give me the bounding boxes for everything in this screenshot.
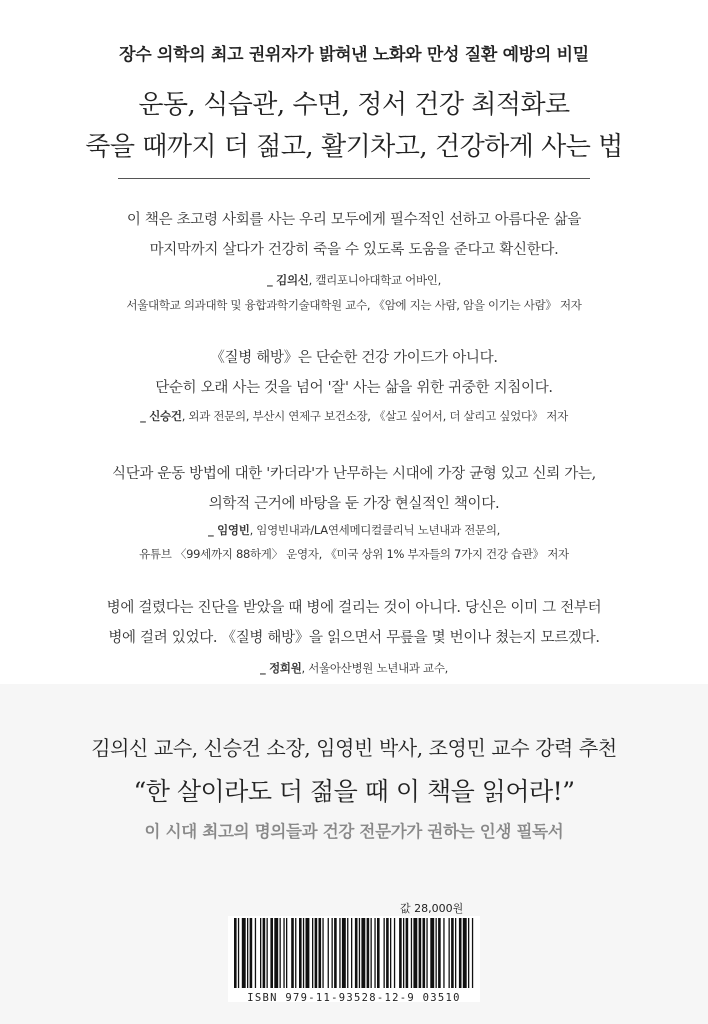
tagline: 장수 의학의 최고 권위자가 밝혀낸 노화와 만성 질환 예방의 비밀 — [119, 45, 589, 65]
barcode-bar — [234, 918, 237, 988]
barcode-bar — [377, 918, 380, 988]
barcode-bar — [386, 918, 389, 988]
endorsement-1-title: , 캘리포니아대학교 어바인, — [308, 273, 441, 287]
barcode-bar — [238, 918, 239, 988]
barcode-bar — [274, 918, 278, 988]
barcode-bar — [413, 918, 417, 988]
endorsement-1-line-1: 이 책은 초고령 사회를 사는 우리 모두에게 필수적인 선하고 아름다운 삶을 — [126, 212, 582, 228]
barcode-bar — [359, 918, 360, 988]
price-label: 값 28,000원 — [400, 902, 464, 915]
recommendation-line: 김의신 교수, 신승건 소장, 임영빈 박사, 조영민 교수 강력 추천 — [91, 736, 617, 760]
barcode-bar — [270, 918, 273, 988]
barcode-bar — [463, 918, 467, 988]
barcode-bar — [406, 918, 409, 988]
endorsement-3-name: _ 임영빈 — [207, 523, 250, 537]
barcode-bar — [315, 918, 318, 988]
barcode-bar — [455, 918, 456, 988]
barcode-bar — [339, 918, 340, 988]
endorsement-3-line-1: 식단과 운동 방법에 대한 '카더라'가 난무하는 시대에 가장 균형 있고 신뢰 가는, — [112, 466, 596, 482]
barcode-bar — [449, 918, 450, 988]
barcode-icon — [228, 916, 480, 992]
barcode-bar — [423, 918, 426, 988]
endorsement-1-line-2: 마지막까지 살다가 건강히 죽을 수 있도록 도움을 준다고 확신한다. — [149, 242, 559, 258]
barcode-bar — [351, 918, 352, 988]
barcode-bar — [280, 918, 281, 988]
barcode-bar — [371, 918, 372, 988]
endorsement-3-title: , 임영빈내과/LA연세메디컬클리닉 노년내과 전문의, — [249, 523, 501, 537]
barcode-bar — [361, 918, 365, 988]
barcode-bar — [263, 918, 266, 988]
barcode-bar — [451, 918, 454, 988]
endorsement-1-name: _ 김의신 — [267, 273, 309, 287]
barcode-bar — [319, 918, 322, 988]
barcode-bar — [260, 918, 261, 988]
barcode-bar — [332, 918, 333, 988]
barcode-bar — [267, 918, 268, 988]
barcode-bar — [468, 918, 469, 988]
endorsement-2-name: _ 신승건 — [140, 409, 182, 423]
isbn-label: ISBN 979-11-93528-12-9 03510 — [247, 992, 461, 1004]
endorsement-1-title-2: 서울대학교 의과대학 및 융합과학기술대학원 교수, 《암에 지는 사람, 암을 이기는 사람》 저자 — [126, 298, 582, 312]
barcode-bar — [426, 918, 427, 988]
barcode-bar — [303, 918, 304, 988]
endorsement-2-line-1: 《질병 해방》은 단순한 건강 가이드가 아니다. — [210, 350, 498, 366]
endorsement-3-title-2: 유튜브 〈99세까지 88하게〉 운영자, 《미국 상위 1% 부자들의 7가지 건강 습관》 저자 — [139, 547, 569, 561]
barcode-bar — [419, 918, 422, 988]
endorsement-2-title: , 외과 전문의, 부산시 연제구 보건소장, 《살고 싶어서, 더 살리고 싶었다》 저자 — [181, 409, 568, 423]
barcode-bar — [283, 918, 284, 988]
endorsement-4-attribution — [0, 660, 708, 676]
barcode-bar — [411, 918, 412, 988]
barcode-bar — [299, 918, 302, 988]
barcode-bar — [384, 918, 385, 988]
barcode-bar — [306, 918, 310, 988]
barcode-bar — [403, 918, 404, 988]
barcode-bar — [374, 918, 375, 988]
endorsement-4-line-1: 병에 걸렸다는 진단을 받았을 때 병에 걸리는 것이 아니다. 당신은 이미 그 전부터 — [106, 600, 602, 616]
barcode — [228, 916, 480, 1002]
subtitle: 이 시대 최고의 명의들과 건강 전문가가 권하는 인생 필독서 — [144, 822, 564, 841]
barcode-bar — [334, 918, 337, 988]
endorsement-2-attribution — [0, 408, 708, 424]
endorsement-4-title: , 서울아산병원 노년내과 교수, — [301, 661, 449, 675]
headline-line-1: 운동, 식습관, 수면, 정서 건강 최적화로 — [138, 90, 570, 120]
endorsement-4-name: _ 정희원 — [259, 661, 302, 675]
barcode-bar — [355, 918, 358, 988]
barcode-bar — [328, 918, 329, 988]
barcode-bar — [242, 918, 246, 988]
barcode-bar — [291, 918, 294, 988]
barcode-bar — [436, 918, 437, 988]
barcode-bar — [312, 918, 313, 988]
barcode-bar — [347, 918, 348, 988]
barcode-bar — [295, 918, 296, 988]
slogan: “한 살이라도 더 젊을 때 이 책을 읽어라!” — [133, 777, 575, 806]
barcode-bar — [247, 918, 248, 988]
endorsement-2-line-2: 단순히 오래 사는 것을 넘어 '잘' 사는 삶을 위한 귀중한 지침이다. — [155, 380, 553, 396]
barcode-bar — [430, 918, 434, 988]
barcode-bar — [443, 918, 444, 988]
barcode-bar — [322, 918, 323, 988]
barcode-bar — [342, 918, 346, 988]
endorsement-3-line-2: 의학적 근거에 바탕을 둔 가장 현실적인 책이다. — [208, 496, 500, 512]
divider — [118, 178, 590, 179]
barcode-bar — [250, 918, 253, 988]
barcode-bar — [399, 918, 402, 988]
endorsement-3-attribution — [0, 522, 708, 538]
barcode-bar — [438, 918, 441, 988]
barcode-bar — [459, 918, 462, 988]
barcode-bar — [367, 918, 370, 988]
endorsement-1-attribution — [0, 272, 708, 288]
barcode-bar — [286, 918, 287, 988]
endorsement-4-line-2: 병에 걸려 있었다. 《질병 해방》을 읽으면서 무릎을 몇 번이나 쳤는지 모르겠다. — [108, 630, 600, 646]
barcode-bar — [255, 918, 256, 988]
barcode-bar — [394, 918, 395, 988]
headline-line-2: 죽을 때까지 더 젊고, 활기차고, 건강하게 사는 법 — [85, 132, 623, 162]
barcode-bar — [472, 918, 473, 988]
barcode-bar — [390, 918, 391, 988]
